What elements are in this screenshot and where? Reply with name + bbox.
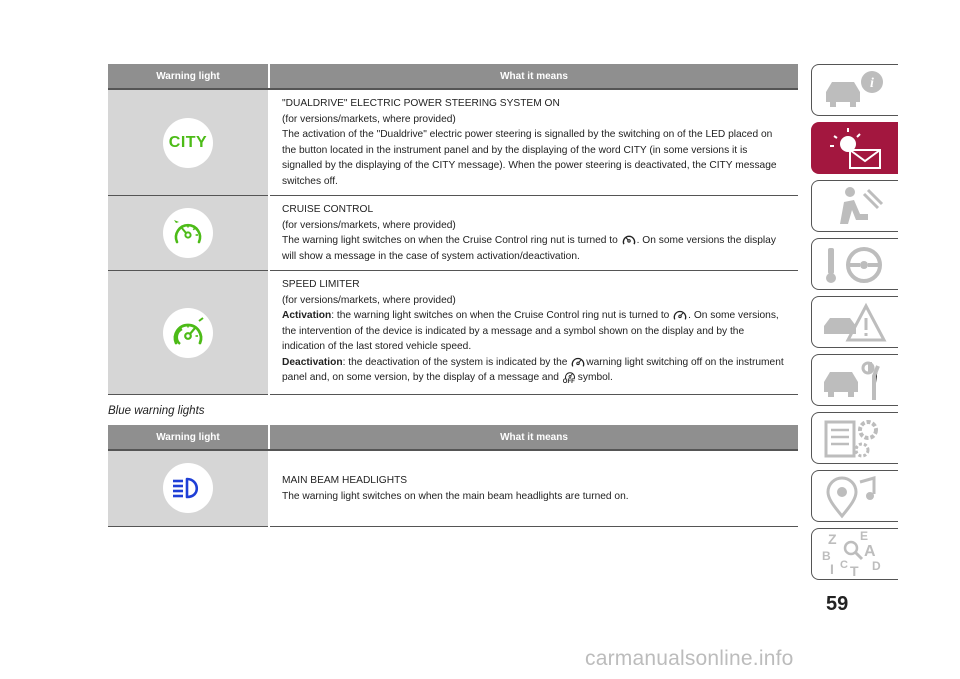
activation-text: Activation: the warning light switches on when the Cruise Control ring nut is turned to . On some versions, the intervention of the device is indicated by a message and a symbol shown on the display and by the indication of the last stored vehicle speed. [282,310,779,352]
row-availability: (for versions/markets, where provided) [282,113,456,125]
maintenance-icon [820,358,890,404]
meaning-cell [269,271,798,395]
meaning-cell [269,196,798,271]
page-number: 59 [826,593,849,615]
row-title: CRUISE CONTROL [282,204,374,215]
speed-limiter-off-icon: OFF [562,370,578,386]
column-header-warning-light: Warning light [108,64,269,89]
cruise-control-inline-icon [621,233,637,247]
row-description: The warning light switches on when the Cruise Control ring nut is turned to . On some versions the display will show a message in the case of system activation/deactivation. [282,235,776,262]
speed-limiter-inline-icon [570,355,586,369]
tab-starting-driving[interactable] [811,238,898,290]
warning-light-cell [108,89,269,196]
table-row [108,450,798,526]
warning-lights-table [108,64,798,395]
page-content [108,64,798,527]
meaning-cell [269,450,798,526]
meaning-cell [269,89,798,196]
table-row [108,271,798,395]
multimedia-icon [820,474,890,520]
index-icon: Z E B A C D I T [822,529,881,579]
speed-limiter-icon [163,308,213,358]
column-header-warning-light: Warning light [108,425,269,450]
tab-technical-data[interactable] [811,412,898,464]
warning-light-cell [108,271,269,395]
row-description: The activation of the "Dualdrive" electric power steering is signalled by the switching on of the LED placed on the button located in the instrument panel and by the displaying of the word CITY (in some versions it is signalled by the displaying of the CITY message). When the power steering is deactivated, the CITY message switches off. [282,129,777,187]
row-title: SPEED LIMITER [282,279,360,290]
row-title: "DUALDRIVE" ELECTRIC POWER STEERING SYSTEM ON [282,98,560,109]
cruise-control-icon [163,208,213,258]
warning-light-cell [108,450,269,526]
tab-maintenance[interactable] [811,354,898,406]
row-availability: (for versions/markets, where provided) [282,294,456,306]
airbag-seat-icon [820,184,890,230]
tab-index[interactable] [811,528,898,580]
row-availability: (for versions/markets, where provided) [282,219,456,231]
main-beam-icon [163,463,213,513]
section-title: Blue warning lights [108,405,205,417]
blue-warning-lights-table [108,425,798,527]
column-header-meaning: What it means [269,425,798,450]
table-row [108,196,798,271]
svg-text:i: i [870,76,874,91]
car-info-icon [820,68,890,114]
emergency-icon [820,300,890,346]
speed-limiter-inline-icon [672,308,688,322]
table-row [108,89,798,196]
tab-emergency[interactable] [811,296,898,348]
tab-warning-lights[interactable] [811,122,898,174]
warning-light-cell [108,196,269,271]
row-title: MAIN BEAM HEADLIGHTS [282,475,408,486]
row-description: The warning light switches on when the main beam headlights are turned on. [282,490,629,502]
tab-car-info[interactable] [811,64,898,116]
tab-multimedia[interactable] [811,470,898,522]
city-icon: CITY [163,118,213,168]
column-header-meaning: What it means [269,64,798,89]
technical-data-icon [820,416,890,462]
deactivation-text: Deactivation: the deactivation of the system is indicated by the warning light switching off on the instrument panel and, on some version, by the display of a message and OFF symbol. [282,356,784,385]
key-steering-icon [820,242,890,288]
watermark: carmanualsonline.info [585,647,794,670]
warning-lights-icon [820,126,890,172]
tab-safety[interactable] [811,180,898,232]
